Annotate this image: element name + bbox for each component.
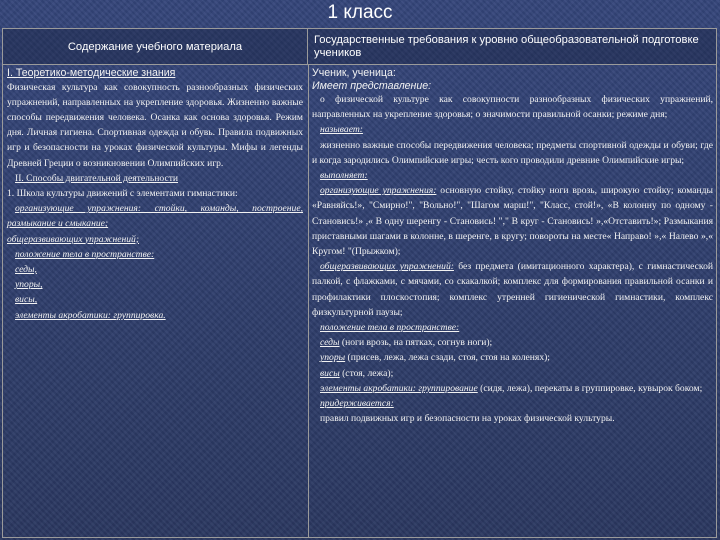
names-label: называет: [320,124,363,136]
general-lead: общеразвивающих упражнений: [320,261,454,273]
column-divider [308,65,309,537]
section-activity-heading: II. Способы двигательной деятельности [15,172,179,184]
acrobatics-text [312,381,713,396]
supports-text [312,350,713,365]
organizing-text [312,183,713,259]
page-title: 1 класс [327,2,393,23]
student-heading: Ученик, ученица: [312,67,396,79]
header-content-column: Содержание учебного материала [3,29,308,65]
sits-text [312,335,713,350]
hangs-body: (стоя, лежа); [339,367,394,379]
requirements-table [2,28,717,538]
supports-lead: упоры [320,352,346,364]
adheres-text: правил подвижных игр и безопасности на уроках физической культуры. [320,413,615,425]
general-body: без предмета (имитационного характера), с гимнастической палкой, с флажками, с мячами, со скакалкой; комплекс для формирования правильной осанки и профилактики плоскостопия; комплекс утренней гигиенической гимнастики, комплекс физкультурной паузы; [312,261,713,318]
organizing-lead: организующие упражнения: [320,185,437,197]
acrobatics-lead: элементы акробатики: группирование [320,382,478,394]
item-general: общеразвивающих упражнений; [7,233,140,245]
body-position-text: положение тела в пространстве: [320,322,460,334]
content-column [7,67,303,323]
adheres-label: придерживается: [320,398,394,410]
section-theory-heading: I. Теоретико-методические знания [7,67,176,79]
supports-body: (присев, лежа, лежа сзади, стоя, стоя на коленях); [345,352,550,364]
item-sits: седы, [15,263,37,275]
general-text [312,259,713,320]
performs-label: выполняет: [320,170,368,182]
has-idea-heading: Имеет представление: [312,79,432,92]
names-text: жизненно важные способы передвижения человека; предметы спортивной одежды и обуви; где и когда зародились Олимпийские игры; честь кого проводили древние Олимпийские игры; [312,139,713,166]
item-acrobatics: элементы акробатики: группировка. [15,309,166,321]
item-organizing: организующие упражнения: стойки, команды, построение, размыкание и смыкание; [7,203,303,230]
requirements-column [312,67,713,426]
header-requirements-column: Государственные требования к уровню общеобразовательной подготовке учеников [308,29,716,65]
hangs-text [312,366,713,381]
sits-body: (ноги врозь, на пятках, согнув ноги); [339,337,493,349]
organizing-body: основную стойку, стойку ноги врозь, широкую стойку; команды «Равняйсь!», "Смирно!", "Вольно!", "Шагом марш!", "Класс, стой!», «В колонну по одному - Становись!» ,« В одну шеренгу - Становись! "," В круг - Становись! »,«Отставить!»; Размыкания приставными шагами в колонне, в шеренге, в кругу; повороты на месте« Направо! »,« Налево »,« Кругом! "(Прыжком); [312,185,714,258]
hangs-lead: висы [320,367,340,379]
item-supports: упоры, [15,279,43,291]
theory-text: Физическая культура как совокупность разнообразных физических упражнений, направленных на укрепление здоровья. Жизненно важные способы передвижения человека. Осанка как основа здоровья. Режим дня. Личная гигиена. Спортивная одежда и обувь. Правила подвижных игр и безопасности на уроках физической культуры. Мифы и легенды Древней Греции о возникновении Олимпийских игр. [7,81,303,169]
sits-lead: седы [320,337,340,349]
item-hangs: висы, [15,294,38,306]
idea-text: о физической культуре как совокупности разнообразных физических упражнений, направленных на укрепление здоровья; о значимости правильной осанки; режиме дня; [312,94,713,121]
school-of-movement: 1. Школа культуры движений с элементами гимнастики: [7,187,238,199]
item-body-position: положение тела в пространстве: [15,248,155,260]
acrobatics-body: (сидя, лежа), перекаты в группировке, кувырок боком; [477,382,703,394]
